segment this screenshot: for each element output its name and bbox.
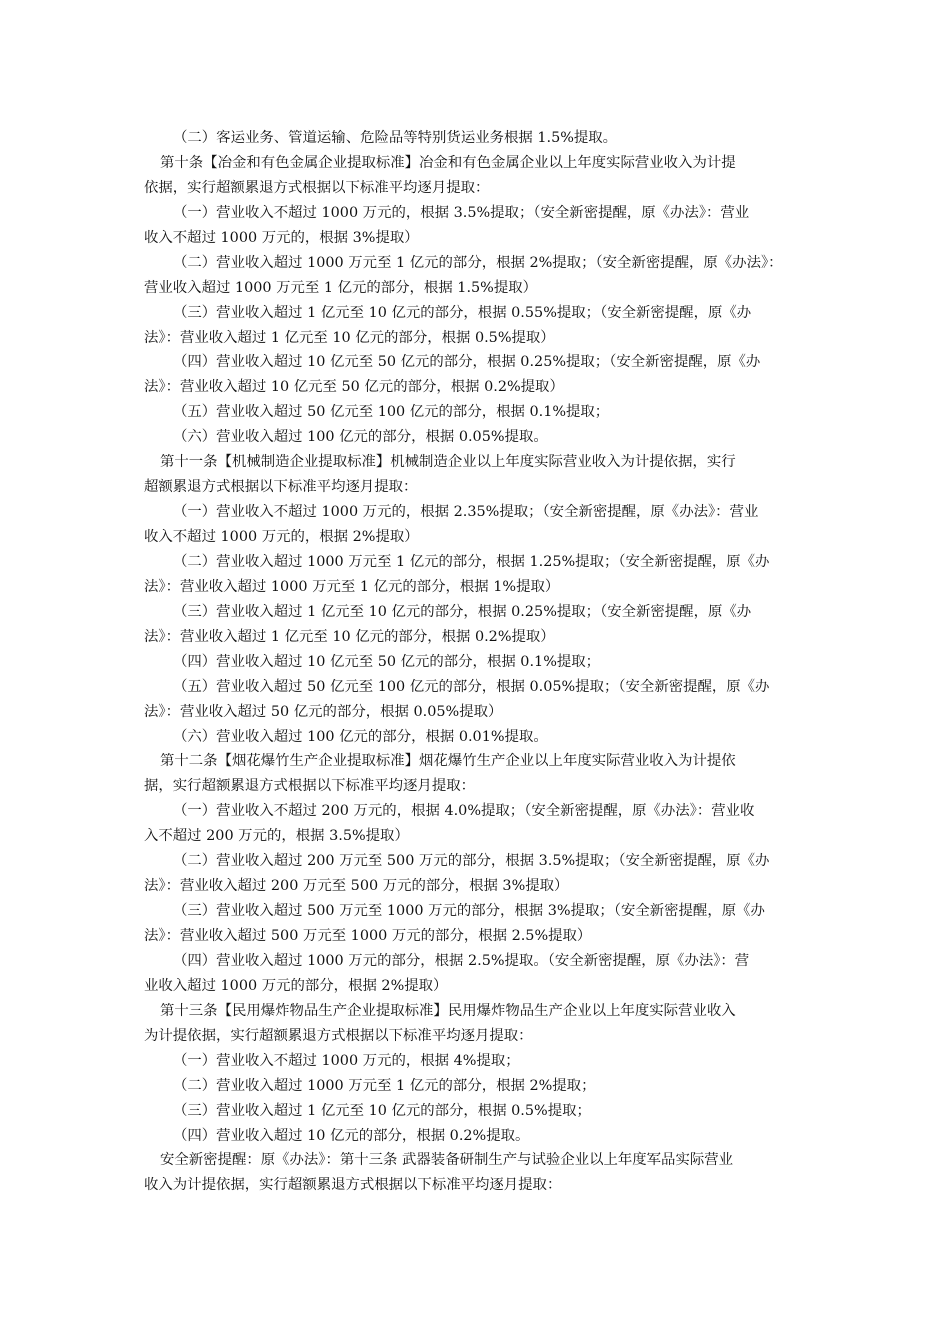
text-line: （四）营业收入超过 10 亿元至 50 亿元的部分，根据 0.25%提取；（安全新密提醒，原《办 [173, 354, 761, 371]
text-line: （四）营业收入超过 10 亿元至 50 亿元的部分，根据 0.1%提取； [173, 653, 601, 670]
text-line: （三）营业收入超过 500 万元至 1000 万元的部分，根据 3%提取；（安全新密提醒，原《办 [173, 903, 765, 920]
text-line: 为计提依据，实行超额累退方式根据以下标准平均逐月提取： [144, 1027, 533, 1044]
text-line: 法》：营业收入超过 1000 万元至 1 亿元的部分，根据 1%提取） [144, 578, 560, 595]
text-line: 安全新密提醒：原《办法》：第十三条 武器装备研制生产与试验企业以上年度军品实际营业 [160, 1152, 734, 1169]
text-line: 据，实行超额累退方式根据以下标准平均逐月提取： [144, 778, 475, 795]
text-line: （五）营业收入超过 50 亿元至 100 亿元的部分，根据 0.1%提取； [173, 404, 610, 421]
text-line: （一）营业收入不超过 1000 万元的，根据 4%提取； [173, 1052, 520, 1069]
document-page [144, 126, 812, 1198]
text-line: （二）营业收入超过 1000 万元至 1 亿元的部分，根据 2%提取； [173, 1077, 596, 1094]
text-line: （三）营业收入超过 1 亿元至 10 亿元的部分，根据 0.5%提取； [173, 1102, 591, 1119]
text-line: （五）营业收入超过 50 亿元至 100 亿元的部分，根据 0.05%提取；（安全新密提醒，原《办 [173, 678, 770, 695]
text-line: 营业收入超过 1000 万元至 1 亿元的部分，根据 1.5%提取） [144, 279, 538, 296]
text-line: （三）营业收入超过 1 亿元至 10 亿元的部分，根据 0.25%提取；（安全新密提醒，原《办 [173, 603, 752, 620]
text-line: （一）营业收入不超过 1000 万元的，根据 2.35%提取；（安全新密提醒，原《办法》：营业 [173, 504, 759, 521]
text-line: 收入不超过 1000 万元的，根据 3%提取） [144, 229, 419, 246]
text-line: 法》：营业收入超过 1 亿元至 10 亿元的部分，根据 0.5%提取） [144, 329, 555, 346]
text-line: （四）营业收入超过 10 亿元的部分，根据 0.2%提取。 [173, 1127, 530, 1144]
text-line: （二）营业收入超过 200 万元至 500 万元的部分，根据 3.5%提取；（安全新密提醒，原《办 [173, 853, 770, 870]
text-line: 收入不超过 1000 万元的，根据 2%提取） [144, 529, 419, 545]
text-line: 收入为计提依据，实行超额累退方式根据以下标准平均逐月提取： [144, 1177, 562, 1194]
text-line: （四）营业收入超过 1000 万元的部分，根据 2.5%提取。（安全新密提醒，原《办法》：营 [173, 952, 750, 969]
text-line: 法》：营业收入超过 1 亿元至 10 亿元的部分，根据 0.2%提取） [144, 628, 555, 645]
text-line: （一）营业收入不超过 200 万元的，根据 4.0%提取；（安全新密提醒，原《办法》：营业收 [173, 803, 755, 820]
text-line: （六）营业收入超过 100 亿元的部分，根据 0.05%提取。 [173, 429, 548, 446]
text-line: （一）营业收入不超过 1000 万元的，根据 3.5%提取；（安全新密提醒，原《办法》：营业 [173, 204, 750, 221]
text-line: 第十三条【民用爆炸物品生产企业提取标准】民用爆炸物品生产企业以上年度实际营业收入 [160, 1002, 736, 1019]
text-line: 法》：营业收入超过 10 亿元至 50 亿元的部分，根据 0.2%提取） [144, 379, 564, 396]
text-line: 第十一条【机械制造企业提取标准】机械制造企业以上年度实际营业收入为计提依据，实行 [160, 454, 736, 471]
text-line: （二）营业收入超过 1000 万元至 1 亿元的部分，根据 2%提取；（安全新密提醒，原《办法》： [173, 254, 783, 271]
text-line: 依据，实行超额累退方式根据以下标准平均逐月提取： [144, 179, 490, 196]
text-line: 第十二条【烟花爆竹生产企业提取标准】烟花爆竹生产企业以上年度实际营业收入为计提依 [160, 753, 736, 770]
text-line: （二）客运业务、管道运输、危险品等特别货运业务根据 1.5%提取。 [173, 130, 618, 146]
text-line: 法》：营业收入超过 200 万元至 500 万元的部分，根据 3%提取） [144, 878, 569, 895]
text-line: （三）营业收入超过 1 亿元至 10 亿元的部分，根据 0.55%提取；（安全新密提醒，原《办 [173, 304, 752, 321]
text-line: （六）营业收入超过 100 亿元的部分，根据 0.01%提取。 [173, 728, 548, 745]
text-line: （二）营业收入超过 1000 万元至 1 亿元的部分，根据 1.25%提取；（安全新密提醒，原《办 [173, 553, 770, 570]
text-line: 业收入超过 1000 万元的部分，根据 2%提取） [144, 977, 448, 994]
text-line: 入不超过 200 万元的，根据 3.5%提取） [144, 828, 409, 845]
text-line: 第十条【冶金和有色金属企业提取标准】冶金和有色金属企业以上年度实际营业收入为计提 [160, 154, 736, 171]
text-line: 超额累退方式根据以下标准平均逐月提取： [144, 479, 418, 496]
text-line: 法》：营业收入超过 500 万元至 1000 万元的部分，根据 2.5%提取） [144, 928, 592, 944]
text-line: 法》：营业收入超过 50 亿元的部分，根据 0.05%提取） [144, 703, 503, 720]
